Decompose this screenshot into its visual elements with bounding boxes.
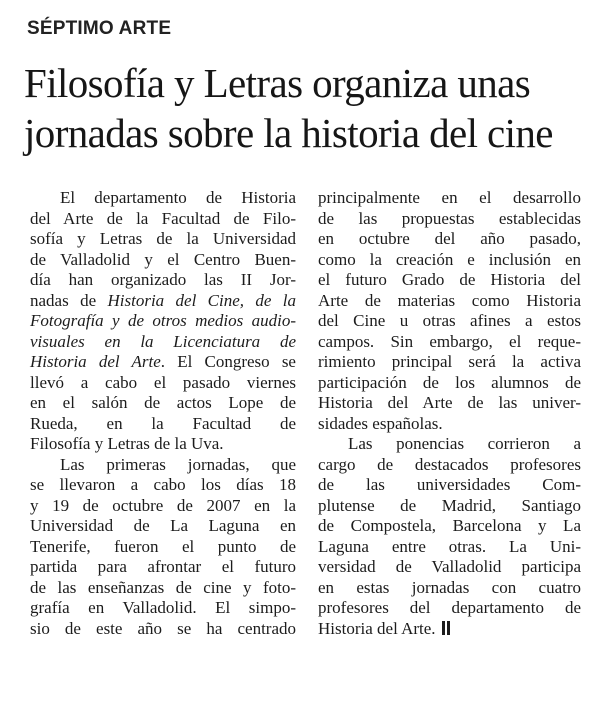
text-line: en el salón de actos Lope de: [30, 393, 296, 412]
italic-title-fragment: Historia del Arte: [30, 352, 161, 371]
text-line: Arte de materias como Historia: [318, 290, 581, 310]
headline-line: jornadas sobre la historia del cine: [24, 110, 553, 156]
text-line: de las enseñanzas de cine y foto-: [30, 577, 296, 597]
text-line: Las primeras jornadas, que: [60, 454, 296, 474]
text-line: de Valladolid y el Centro Buen-: [30, 249, 296, 269]
text-line: como la creación e inclusión en: [318, 249, 581, 269]
text-line: campos. Sin embargo, el reque-: [318, 331, 581, 351]
text-line: se llevaron a cabo los días 18: [30, 475, 296, 494]
text-line: sofía y Letras de la Universidad: [30, 229, 296, 248]
text-fragment: . El Congreso se: [160, 352, 296, 371]
text-line: principalmente en el desarrollo: [318, 188, 581, 207]
text-line: cargo de destacados profesores: [318, 454, 581, 474]
text-fragment: nadas de: [30, 290, 108, 310]
text-line: sidades españolas.: [318, 413, 443, 433]
text-line: versidad de Valladolid participa: [318, 557, 581, 576]
text-line: [30, 311, 296, 332]
text-fragment: Historia del Arte.: [318, 618, 436, 638]
text-line: en octubre del año pasado,: [318, 229, 581, 248]
text-line: partida para afrontar el futuro: [30, 557, 296, 576]
text-line: el futuro Grado de Historia del: [318, 270, 581, 289]
text-line: de Compostela, Barcelona y La: [318, 516, 581, 535]
text-line: y 19 de octubre de 2007 en la: [30, 495, 296, 515]
text-line: Tenerife, fueron el punto de: [30, 536, 296, 556]
text-line: llevó a cabo el pasado viernes: [30, 372, 296, 392]
text-line: El departamento de Historia: [60, 188, 296, 207]
text-line: [318, 619, 581, 640]
italic-title-fragment: visuales en la Licenciatura de: [30, 331, 296, 351]
text-line: participación de los alumnos de: [318, 372, 581, 392]
text-line: del Arte de la Facultad de Filo-: [30, 208, 296, 228]
headline: [24, 58, 599, 158]
text-line: Universidad de La Laguna en: [30, 516, 296, 535]
italic-title-fragment: Historia del Cine, de la: [107, 290, 296, 310]
article-column-left: [30, 188, 296, 639]
text-line: en estas jornadas con cuatro: [318, 577, 581, 597]
text-line: Historia del Arte de las univer-: [318, 393, 581, 412]
text-line: Laguna entre otras. La Uni-: [318, 536, 581, 556]
text-line: [30, 291, 296, 312]
text-line: plutense de Madrid, Santiago: [318, 495, 581, 515]
text-line: [30, 332, 296, 353]
text-line: [30, 352, 296, 373]
headline-line: Filosofía y Letras organiza unas: [24, 60, 531, 106]
text-line: Filosofía y Letras de la Uva.: [30, 434, 224, 453]
article-end-mark-icon: [442, 621, 445, 635]
text-line: Rueda, en la Facultad de: [30, 413, 296, 433]
text-line: de las universidades Com-: [318, 475, 581, 494]
text-line: rimiento principal será la activa: [318, 352, 581, 371]
section-label: SÉPTIMO ARTE: [27, 18, 172, 39]
article-column-right: [318, 188, 581, 639]
text-line: del Cine u otras afines a estos: [318, 311, 581, 330]
text-line: de las propuestas establecidas: [318, 208, 581, 228]
text-line: grafía en Valladolid. El simpo-: [30, 598, 296, 617]
text-line: profesores del departamento de: [318, 598, 581, 617]
text-line: Las ponencias corrieron a: [348, 434, 581, 453]
text-line: sio de este año se ha centrado: [30, 618, 296, 638]
italic-title-fragment: Fotografía y de otros medios audio-: [30, 311, 296, 330]
text-line: día han organizado las II Jor-: [30, 270, 296, 289]
